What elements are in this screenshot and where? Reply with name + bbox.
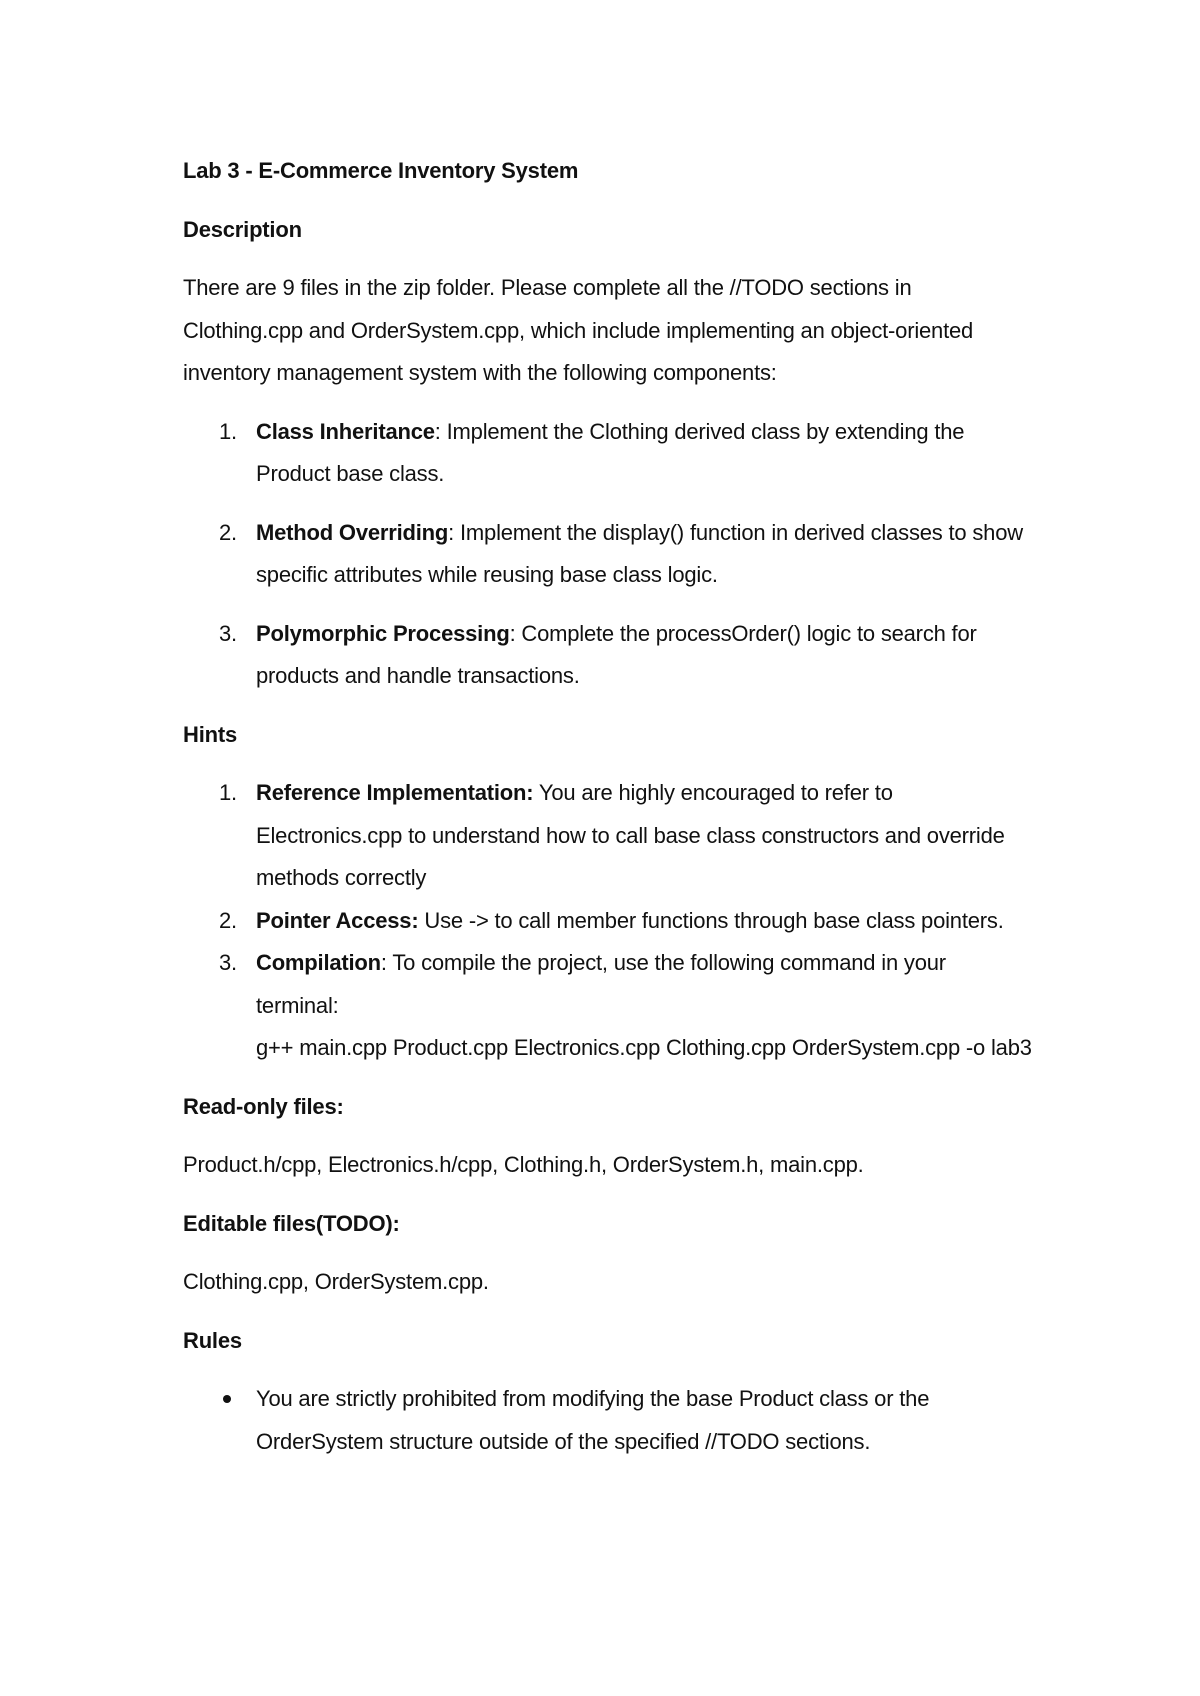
readonly-heading: Read-only files:	[183, 1093, 344, 1119]
hints-list	[183, 772, 1033, 1070]
item-label: Class Inheritance	[256, 418, 435, 444]
item-text: : Implement the Clothing derived class by extending the Product base class.	[256, 418, 965, 486]
description-heading: Description	[183, 216, 302, 242]
list-item	[183, 512, 1033, 597]
editable-heading: Editable files(TODO):	[183, 1210, 400, 1236]
item-text: : Complete the processOrder() logic to search for products and handle transactions.	[256, 620, 977, 688]
list-item	[183, 411, 1033, 496]
item-label: Pointer Access:	[256, 907, 419, 933]
compile-command: g++ main.cpp Product.cpp Electronics.cpp Clothing.cpp OrderSystem.cpp -o lab3	[256, 1035, 1032, 1060]
list-item	[183, 942, 1033, 1070]
list-number: 3.	[219, 950, 237, 975]
list-item	[183, 613, 1033, 698]
bullet-icon	[223, 1395, 231, 1403]
list-number: 2.	[219, 907, 237, 933]
document-title: Lab 3 - E-Commerce Inventory System	[183, 158, 579, 183]
list-number: 1.	[219, 418, 237, 444]
item-text: You are highly encouraged to refer to Electronics.cpp to understand how to call base class constructors and override methods correctly	[256, 780, 1005, 890]
item-text: : To compile the project, use the following command in your terminal:	[256, 950, 946, 1018]
list-number: 3.	[219, 620, 237, 646]
document-content	[183, 150, 1033, 1479]
rules-list	[183, 1378, 1033, 1463]
hints-heading: Hints	[183, 721, 238, 747]
list-item	[183, 1378, 1033, 1463]
editable-files: Clothing.cpp, OrderSystem.cpp.	[183, 1269, 489, 1294]
item-label: Reference Implementation:	[256, 780, 534, 805]
rule-text: You are strictly prohibited from modifying the base Product class or the OrderSystem structure outside of the specified //TODO sections.	[256, 1386, 930, 1454]
list-number: 1.	[219, 780, 237, 805]
list-number: 2.	[219, 519, 237, 545]
item-label: Polymorphic Processing	[256, 620, 510, 646]
readonly-files: Product.h/cpp, Electronics.h/cpp, Clothing.h, OrderSystem.h, main.cpp.	[183, 1152, 864, 1177]
description-list	[183, 411, 1033, 698]
list-item	[183, 772, 1033, 900]
item-label: Method Overriding	[256, 519, 449, 545]
list-item	[183, 900, 1033, 943]
description-text: There are 9 files in the zip folder. Please complete all the //TODO sections in Clothing.cpp and OrderSystem.cpp, which include implementing an object-oriented inventory management system with the following components:	[183, 275, 974, 385]
item-label: Compilation	[256, 950, 381, 975]
item-text: : Implement the display() function in derived classes to show specific attributes while reusing base class logic.	[256, 519, 1023, 587]
item-text: Use -> to call member functions through base class pointers.	[418, 907, 1004, 933]
rules-heading: Rules	[183, 1327, 242, 1353]
